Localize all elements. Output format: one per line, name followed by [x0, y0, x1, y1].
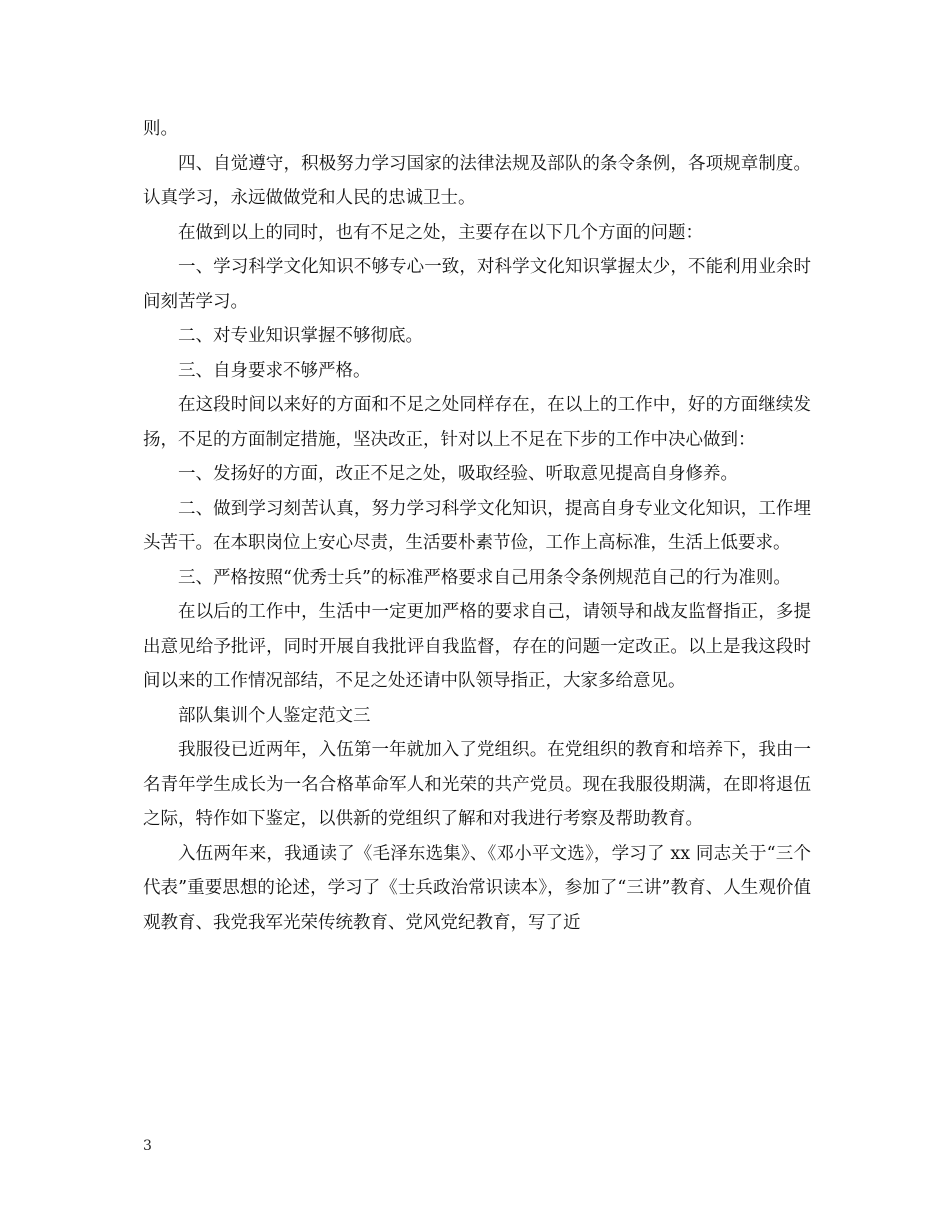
paragraph: 一、学习科学文化知识不够专心一致，对科学文化知识掌握太少，不能利用业余时间刻苦学习。 — [143, 257, 811, 312]
paragraph: 二、做到学习刻苦认真，努力学习科学文化知识，提高自身专业文化知识，工作埋头苦干。在本职岗位上安心尽责，生活要朴素节俭，工作上高标准，生活上低要求。 — [143, 498, 811, 553]
paragraph: 三、严格按照“优秀士兵”的标准严格要求自己用条令条例规范自己的行为准则。 — [178, 567, 791, 588]
paragraph: 二、对专业知识掌握不够彻底。 — [178, 326, 423, 346]
paragraph: 在以后的工作中，生活中一定更加严格的要求自己，请领导和战友监督指正，多提出意见给予批评，同时开展自我批评自我监督，存在的问题一定改正。以上是我这段时间以来的工作情况部结，不足之处还请中队领导指正，大家多给意见。 — [143, 602, 811, 691]
paragraph: 在这段时间以来好的方面和不足之处同样存在，在以上的工作中，好的方面继续发扬，不足的方面制定措施，坚决改正，针对以上不足在下步的工作中决心做到： — [143, 395, 811, 450]
paragraph: 入伍两年来，我通读了《毛泽东选集》、《邓小平文选》，学习了 xx 同志关于“三个代表”重要思想的论述，学习了《士兵政治常识读本》，参加了“三讲”教育、人生观价值观教育、我党我军光荣传统教育、党风党纪教育，写了近 — [143, 843, 811, 933]
paragraph: 则。 — [143, 119, 178, 139]
page-number: 3 — [143, 1138, 152, 1154]
document-body — [143, 112, 811, 940]
paragraph: 四、自觉遵守，积极努力学习国家的法律法规及部队的条令条例，各项规章制度。认真学习，永远做做党和人民的忠诚卫士。 — [143, 153, 811, 208]
paragraph: 我服役已近两年，入伍第一年就加入了党组织。在党组织的教育和培养下，我由一名青年学生成长为一名合格革命军人和光荣的共产党员。现在我服役期满，在即将退伍之际，特作如下鉴定，以供新的党组织了解和对我进行考察及帮助教育。 — [143, 740, 811, 829]
paragraph: 在做到以上的同时，也有不足之处，主要存在以下几个方面的问题： — [178, 222, 703, 243]
section-heading: 部队集训个人鉴定范文三 — [178, 705, 371, 726]
paragraph: 三、自身要求不够严格。 — [178, 360, 371, 381]
paragraph: 一、发扬好的方面，改正不足之处，吸取经验、听取意见提高自身修养。 — [178, 464, 738, 484]
